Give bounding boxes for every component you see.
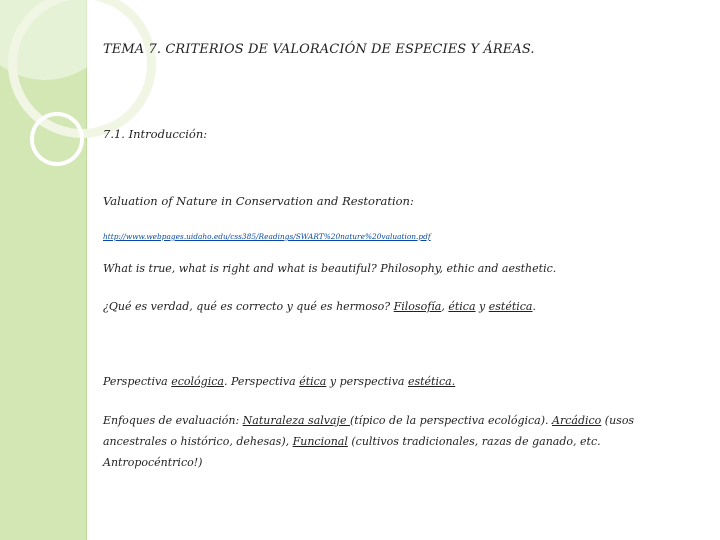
perspectives-text: . Perspectiva bbox=[223, 375, 300, 388]
estetica-link[interactable]: estética bbox=[488, 300, 533, 313]
valuation-title: Valuation of Nature in Conservation and Restoration: bbox=[103, 194, 414, 208]
separator: y bbox=[475, 300, 489, 313]
perspectives-line bbox=[103, 375, 455, 388]
spanish-question bbox=[103, 300, 536, 313]
etica-link[interactable]: ética bbox=[448, 300, 476, 313]
approaches-text: (típico de la perspectiva ecológica). bbox=[349, 414, 553, 427]
funcional-link[interactable]: Funcional bbox=[292, 435, 348, 448]
decorative-ring-small bbox=[30, 112, 84, 166]
ecologica-link[interactable]: ecológica bbox=[171, 375, 224, 388]
spanish-question-text: ¿Qué es verdad, qué es correcto y qué es hermoso? bbox=[103, 300, 394, 313]
perspectives-text: Perspectiva bbox=[103, 375, 172, 388]
section-heading: 7.1. Introducción: bbox=[103, 127, 208, 141]
approaches-text: (cultivos tradicionales, razas de ganado, etc. Antropocéntrico!) bbox=[103, 435, 601, 469]
approaches-paragraph bbox=[103, 410, 683, 473]
etica-perspective-link[interactable]: ética bbox=[299, 375, 327, 388]
separator: , bbox=[441, 300, 449, 313]
perspectives-text: y perspectiva bbox=[326, 375, 408, 388]
reference-url-line bbox=[103, 232, 431, 241]
approaches-text: Enfoques de evaluación: bbox=[103, 414, 243, 427]
filosofia-link[interactable]: Filosofía bbox=[393, 300, 442, 313]
reference-link[interactable]: http://www.webpages.uidaho.edu/css385/Readings/SWART%20nature%20valuation.pdf bbox=[103, 232, 431, 241]
arcadico-link[interactable]: Arcádico bbox=[552, 414, 602, 427]
slide-title: TEMA 7. CRITERIOS DE VALORACIÓN DE ESPECIES Y ÁREAS. bbox=[103, 42, 535, 57]
english-question: What is true, what is right and what is beautiful? Philosophy, ethic and aesthetic. bbox=[103, 262, 557, 275]
decorative-ring-large bbox=[8, 0, 156, 138]
period: . bbox=[532, 300, 536, 313]
naturaleza-salvaje-link[interactable]: Naturaleza salvaje bbox=[242, 414, 350, 427]
estetica-perspective-link[interactable]: estética. bbox=[407, 375, 456, 388]
approaches-text: (usos ancestrales o histórico, dehesas), bbox=[103, 414, 635, 448]
